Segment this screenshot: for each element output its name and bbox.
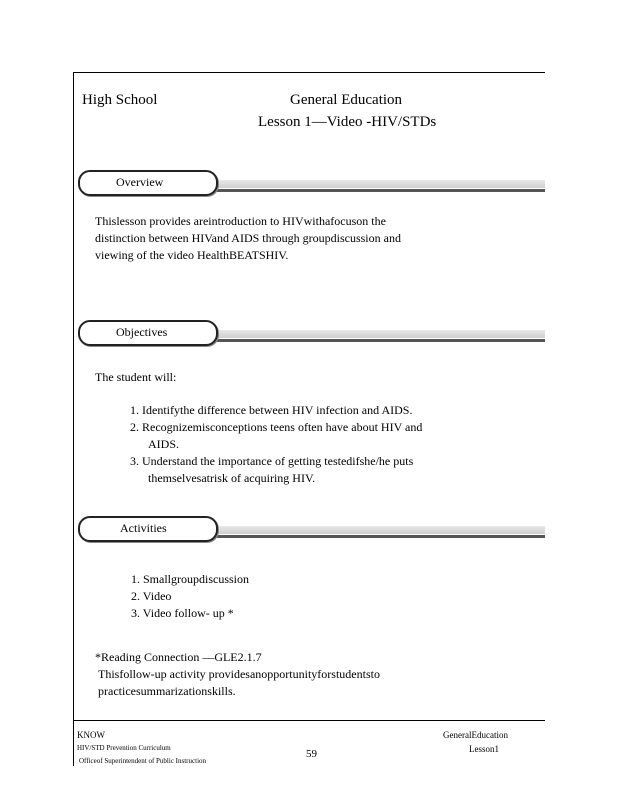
footer-rule [73, 720, 545, 721]
activities-heading-pill [78, 516, 218, 542]
objectives-intro: The student will: [95, 370, 177, 384]
footer-lesson: Lesson1 [469, 744, 499, 754]
footer-know: KNOW [77, 730, 105, 740]
objectives-list [130, 402, 422, 487]
list-item [131, 571, 249, 588]
note-line: Thisfollow-up activity providesanopportunityforstudentsto [98, 667, 380, 681]
overview-line: Thislesson provides areintroduction to HIVwithafocuson the [95, 214, 386, 228]
overview-section-bar [78, 170, 545, 197]
lesson-title: Lesson 1—Video -HIV/STDs [258, 114, 437, 130]
reading-connection-note [95, 649, 380, 700]
list-number: 3. [131, 606, 140, 620]
list-text: Video follow- up * [142, 606, 234, 620]
overview-heading-pill [78, 170, 218, 196]
footer-office: Officeof Superintendent of Public Instruction [79, 757, 207, 765]
objectives-heading-pill [78, 320, 218, 346]
list-item [130, 453, 422, 470]
list-text: Smallgroupdiscussion [143, 572, 250, 586]
activities-section-bar [78, 516, 545, 543]
school-level-label: High School [82, 92, 158, 108]
list-item [131, 588, 249, 605]
note-line: practicesummarizationskills. [98, 684, 236, 698]
list-text: Video [142, 589, 172, 603]
section-bar-line [198, 189, 545, 192]
list-number: 1. [131, 572, 140, 586]
footer-curriculum: HIV/STD Prevention Curriculum [77, 744, 171, 752]
list-item [130, 402, 422, 419]
program-title: General Education [290, 92, 403, 108]
list-text: Identifythe difference between HIV infection and AIDS. [142, 403, 413, 417]
list-continuation: themselvesatrisk of acquiring HIV. [148, 471, 316, 485]
list-number: 1. [130, 403, 139, 417]
section-bar-line [198, 339, 545, 342]
objectives-heading: Objectives [116, 325, 168, 339]
page-number: 59 [306, 748, 317, 760]
list-number: 2. [130, 420, 139, 434]
list-number: 2. [131, 589, 140, 603]
list-item [130, 419, 422, 436]
page-frame-left-rule [73, 72, 74, 766]
section-bar-stripe [198, 180, 545, 188]
footer-program: GeneralEducation [443, 730, 508, 740]
section-bar-stripe [198, 330, 545, 338]
list-item [131, 605, 249, 622]
list-continuation: AIDS. [148, 437, 180, 451]
list-text: Understand the importance of getting testedifshe/he puts [142, 454, 414, 468]
list-text: Recognizemisconceptions teens often have about HIV and [142, 420, 423, 434]
section-bar-stripe [198, 526, 545, 534]
note-title: *Reading Connection —GLE2.1.7 [95, 650, 262, 664]
list-number: 3. [130, 454, 139, 468]
page-frame-top-rule [73, 72, 545, 73]
activities-list [131, 571, 249, 622]
section-bar-line [198, 535, 545, 538]
overview-paragraph [95, 213, 401, 264]
overview-line: viewing of the video HealthBEATSHIV. [95, 248, 289, 262]
overview-heading: Overview [116, 175, 164, 189]
overview-line: distinction between HIVand AIDS through groupdiscussion and [95, 231, 401, 245]
activities-heading: Activities [120, 521, 167, 535]
objectives-section-bar [78, 320, 545, 347]
